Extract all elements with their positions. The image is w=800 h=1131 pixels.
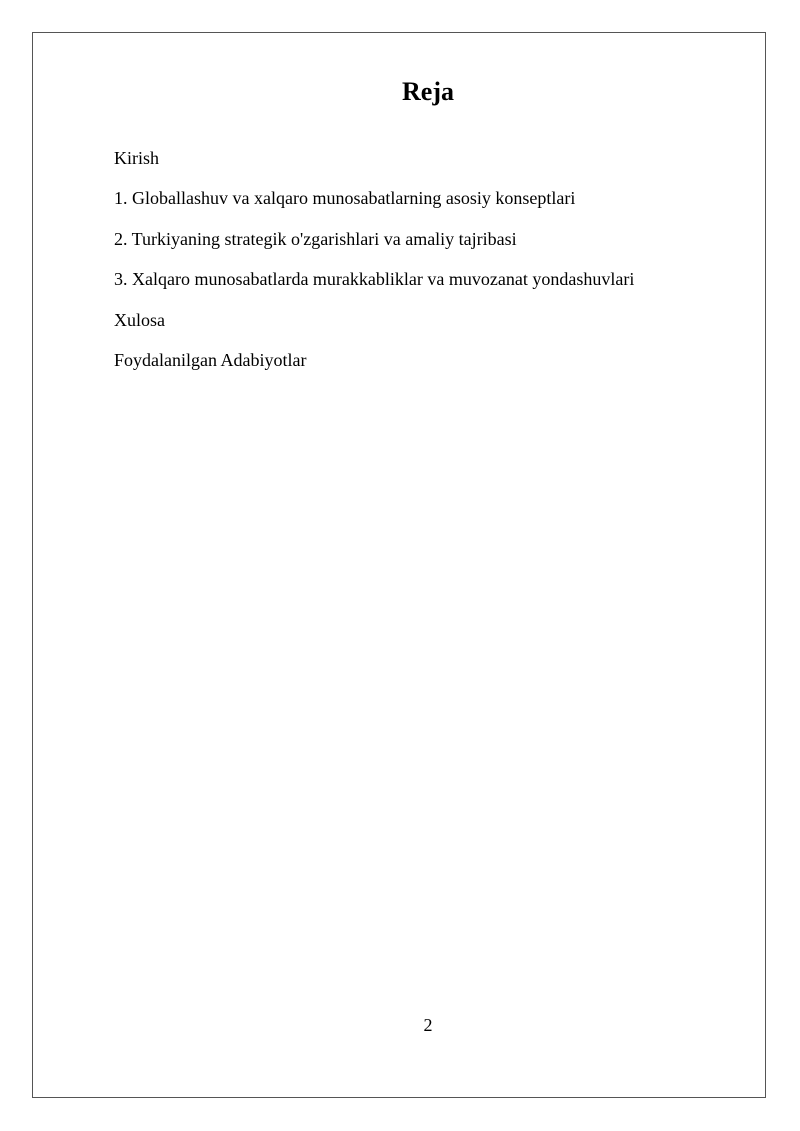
toc-item-chapter-1: 1. Globallashuv va xalqaro munosabatlarning asosiy konseptlari — [114, 188, 576, 209]
page-number: 2 — [423, 1015, 433, 1035]
toc-item-references: Foydalanilgan Adabiyotlar — [114, 349, 307, 370]
table-of-contents — [114, 146, 634, 388]
toc-item-conclusion: Xulosa — [114, 309, 165, 330]
toc-item-introduction: Kirish — [114, 148, 159, 168]
toc-item-chapter-2: 2. Turkiyaning strategik o'zgarishlari va amaliy tajribasi — [114, 228, 517, 249]
toc-item-chapter-3: 3. Xalqaro munosabatlarda murakkabliklar va muvozanat yondashuvlari — [114, 269, 635, 290]
page-title: Reja — [402, 77, 454, 106]
